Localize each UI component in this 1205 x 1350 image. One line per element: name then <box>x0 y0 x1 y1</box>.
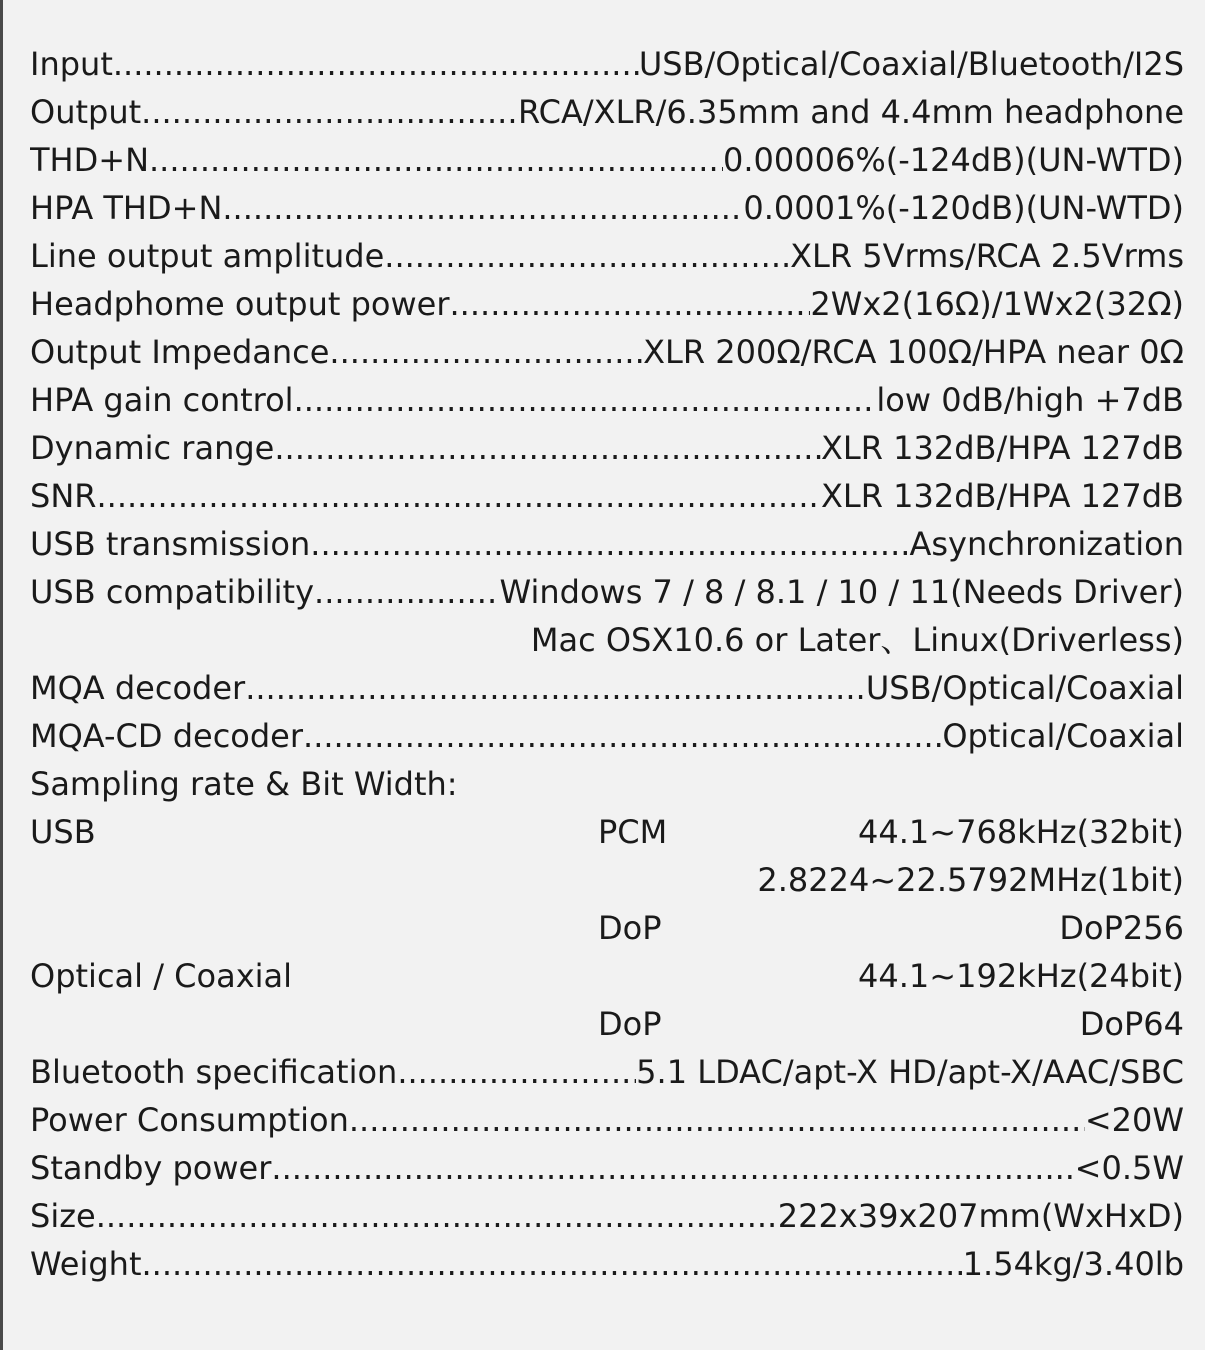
spec-value: XLR 132dB/HPA 127dB <box>821 477 1184 515</box>
spec-label: Headphome output power <box>30 285 450 323</box>
format-value: 44.1~768kHz(32bit) <box>858 813 1184 851</box>
spec-row-usb-compatibility-cont <box>30 616 1184 664</box>
spec-value: Windows 7 / 8 / 8.1 / 10 / 11(Needs Driver) <box>499 573 1184 611</box>
spec-value: XLR 132dB/HPA 127dB <box>821 429 1184 467</box>
format-label: DoP <box>598 909 662 947</box>
spec-value: <20W <box>1084 1101 1184 1139</box>
section-heading: Sampling rate & Bit Width: <box>30 765 458 803</box>
interface-label: USB <box>30 813 96 851</box>
spec-row-mqa-cd-decoder <box>30 712 1184 760</box>
spec-value: XLR 5Vrms/RCA 2.5Vrms <box>790 237 1184 275</box>
spec-value: Mac OSX10.6 or Later、Linux(Driverless) <box>530 621 1184 659</box>
spec-row-usb-transmission <box>30 520 1184 568</box>
spec-value: RCA/XLR/6.35mm and 4.4mm headphone <box>518 93 1184 131</box>
spec-row-hpa-thdn <box>30 184 1184 232</box>
spec-label: USB transmission <box>30 525 311 563</box>
format-label: PCM <box>598 813 668 851</box>
sampling-row-usb-dsd <box>30 856 1184 904</box>
leader-dots <box>450 280 811 328</box>
spec-row-size <box>30 1192 1184 1240</box>
spec-row-thdn <box>30 136 1184 184</box>
spec-label: MQA decoder <box>30 669 246 707</box>
spec-value: 5.1 LDAC/apt-X HD/apt-X/AAC/SBC <box>636 1053 1184 1091</box>
spec-row-bluetooth <box>30 1048 1184 1096</box>
format-value: DoP64 <box>1079 1005 1184 1043</box>
spec-value: Asynchronization <box>909 525 1184 563</box>
spec-row-usb-compatibility <box>30 568 1184 616</box>
leader-dots <box>141 1240 962 1288</box>
format-label: DoP <box>598 1005 662 1043</box>
leader-dots <box>384 232 790 280</box>
format-value: DoP256 <box>1059 909 1184 947</box>
spec-row-line-output <box>30 232 1184 280</box>
spec-label: Dynamic range <box>30 429 275 467</box>
spec-value: 1.54kg/3.40lb <box>962 1245 1184 1283</box>
leader-dots <box>310 520 909 568</box>
spec-label: HPA THD+N <box>30 189 223 227</box>
spec-row-dynamic-range <box>30 424 1184 472</box>
leader-dots <box>274 424 821 472</box>
spec-label: Input <box>30 45 113 83</box>
leader-dots <box>329 328 643 376</box>
leader-dots <box>222 184 743 232</box>
spec-label: Output Impedance <box>30 333 330 371</box>
spec-value: low 0dB/high +7dB <box>876 381 1184 419</box>
spec-value: USB/Optical/Coaxial <box>865 669 1184 707</box>
spec-row-hpa-gain <box>30 376 1184 424</box>
spec-row-snr <box>30 472 1184 520</box>
format-value: 2.8224~22.5792MHz(1bit) <box>757 861 1184 899</box>
spec-row-input <box>30 40 1184 88</box>
leader-dots <box>113 40 639 88</box>
spec-value: Optical/Coaxial <box>942 717 1184 755</box>
leader-dots <box>349 1096 1085 1144</box>
leader-dots <box>245 664 866 712</box>
leader-dots <box>303 712 942 760</box>
leader-dots <box>314 568 500 616</box>
spec-value: 0.00006%(-124dB)(UN-WTD) <box>723 141 1184 179</box>
sampling-row-usb-dop <box>30 904 1184 952</box>
left-border <box>0 0 3 1350</box>
leader-dots <box>96 1192 778 1240</box>
sampling-row-usb-pcm <box>30 808 1184 856</box>
leader-dots <box>294 376 877 424</box>
spec-label: Power Consumption <box>30 1101 349 1139</box>
leader-dots <box>397 1048 636 1096</box>
spec-row-weight <box>30 1240 1184 1288</box>
spec-label: Standby power <box>30 1149 272 1187</box>
spec-label: HPA gain control <box>30 381 294 419</box>
spec-value: 222x39x207mm(WxHxD) <box>777 1197 1184 1235</box>
format-value: 44.1~192kHz(24bit) <box>858 957 1184 995</box>
spec-label: SNR <box>30 477 97 515</box>
spec-label: Line output amplitude <box>30 237 385 275</box>
spec-value: XLR 200Ω/RCA 100Ω/HPA near 0Ω <box>643 333 1184 371</box>
spec-label: Weight <box>30 1245 142 1283</box>
leader-dots <box>96 472 821 520</box>
interface-label: Optical / Coaxial <box>30 957 293 995</box>
spec-label: MQA-CD decoder <box>30 717 304 755</box>
spec-row-standby-power <box>30 1144 1184 1192</box>
sampling-heading <box>30 760 1184 808</box>
spec-label: Output <box>30 93 142 131</box>
spec-label: Size <box>30 1197 96 1235</box>
spec-label: THD+N <box>30 141 149 179</box>
spec-row-output-impedance <box>30 328 1184 376</box>
spec-row-power-consumption <box>30 1096 1184 1144</box>
spec-label: USB compatibility <box>30 573 315 611</box>
spec-row-output <box>30 88 1184 136</box>
spec-value: <0.5W <box>1074 1149 1184 1187</box>
sampling-row-optical-dop <box>30 1000 1184 1048</box>
leader-dots <box>271 1144 1074 1192</box>
spec-row-mqa-decoder <box>30 664 1184 712</box>
spec-value: 2Wx2(16Ω)/1Wx2(32Ω) <box>810 285 1184 323</box>
spec-row-headphone-power <box>30 280 1184 328</box>
spec-value: USB/Optical/Coaxial/Bluetooth/I2S <box>638 45 1184 83</box>
spec-label: Bluetooth specification <box>30 1053 398 1091</box>
spec-list <box>30 40 1184 1288</box>
spec-value: 0.0001%(-120dB)(UN-WTD) <box>743 189 1184 227</box>
leader-dots <box>141 88 518 136</box>
leader-dots <box>149 136 723 184</box>
sampling-row-optical-pcm <box>30 952 1184 1000</box>
